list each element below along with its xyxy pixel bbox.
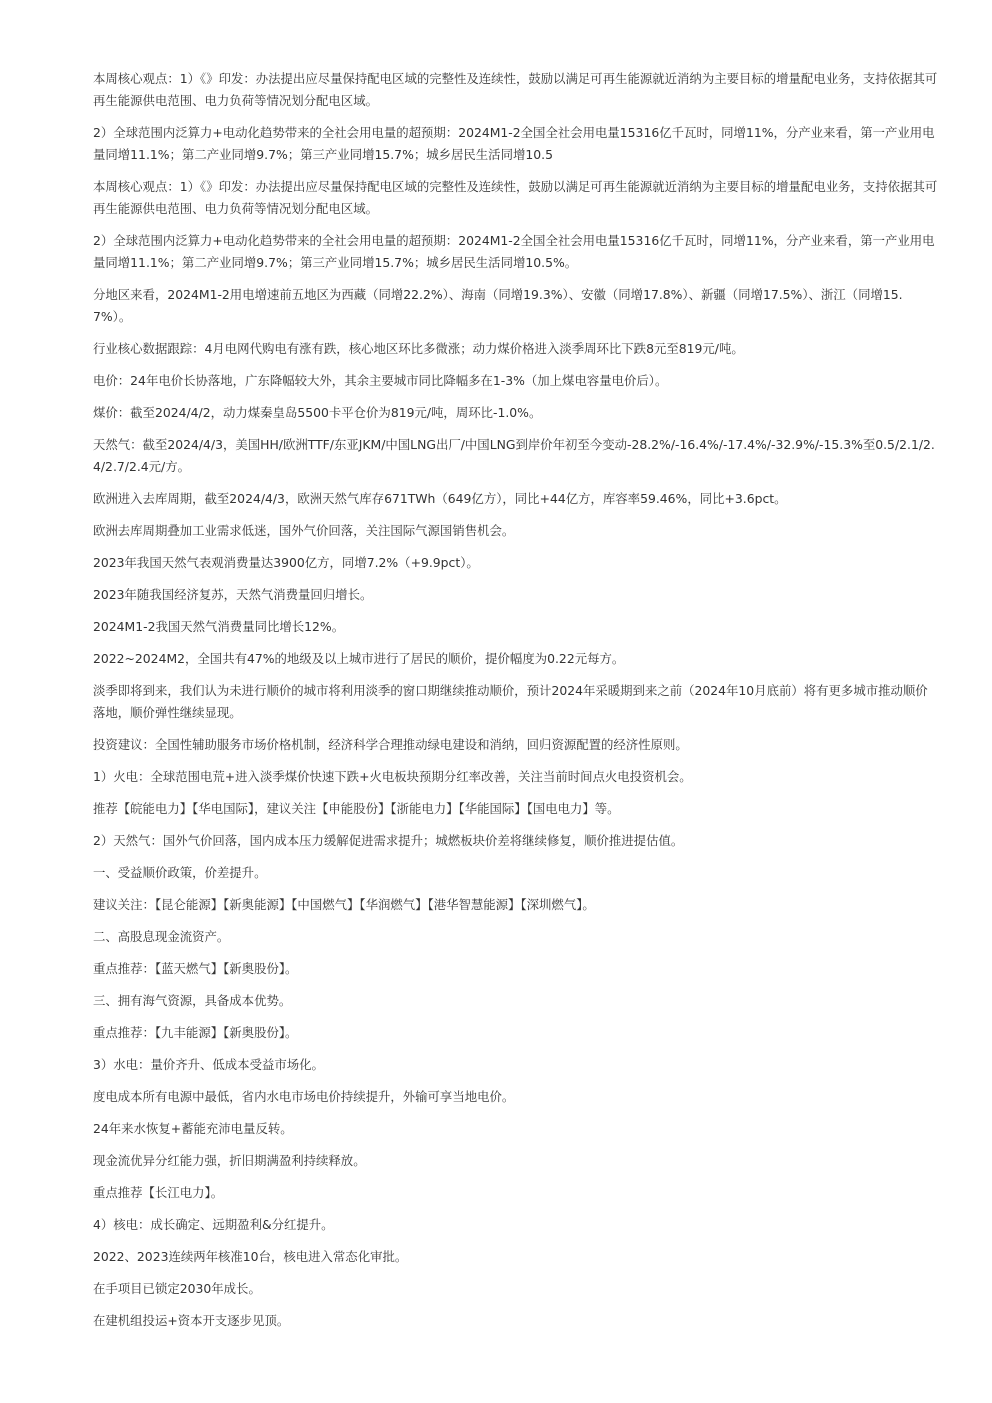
paragraph-hydro-cost: 度电成本所有电源中最低，省内水电市场电价持续提升，外输可享当地电价。	[93, 1089, 515, 1104]
paragraph-core-view-1: 本周核心观点：1）《》印发：办法提出应尽量保持配电区域的完整性及连续性，鼓励以满足可再生能源就近消纳为主要目标的增量配电业务，支持依据其可再生能源供电范围、电力负荷等情况划分配电区域。	[93, 71, 938, 108]
paragraph-industry-tracking: 行业核心数据跟踪：4月电网代购电有涨有跌，核心地区环比多微涨；动力煤价格进入淡季周环比下跌8元至819元/吨。	[93, 341, 744, 356]
paragraph-thermal-recommendations: 推荐【皖能电力】【华电国际】，建议关注【申能股份】【浙能电力】【华能国际】【国电电力】等。	[93, 801, 620, 816]
paragraph-off-season-outlook: 淡季即将到来，我们认为未进行顺价的城市将利用淡季的窗口期继续推动顺价，预计2024年采暖期到来之前（2024年10月底前）将有更多城市推动顺价落地，顺价弹性继续显现。	[93, 683, 928, 720]
paragraph-hydro-recommend: 重点推荐【长江电力】。	[93, 1185, 224, 1200]
paragraph-europe-demand: 欧洲去库周期叠加工业需求低迷，国外气价回落，关注国际气源国销售机会。	[93, 523, 515, 538]
paragraph-hydropower: 3）水电：量价齐升、低成本受益市场化。	[93, 1057, 324, 1072]
paragraph-gas-point-3: 三、拥有海气资源，具备成本优势。	[93, 993, 292, 1008]
paragraph-thermal-power: 1）火电：全球范围电荒+进入淡季煤价快速下跌+火电板块预期分红率改善，关注当前时间点火电投资机会。	[93, 769, 692, 784]
paragraph-gas-point-2: 二、高股息现金流资产。	[93, 929, 230, 944]
paragraph-nuclear-growth: 在手项目已锁定2030年成长。	[93, 1281, 261, 1296]
paragraph-gas-recommend-1: 重点推荐：【蓝天燃气】【新奥股份】。	[93, 961, 298, 976]
paragraph-power-demand-1: 2）全球范围内泛算力+电动化趋势带来的全社会用电量的超预期：2024M1-2全国全社会用电量15316亿千瓦时，同增11%，分产业来看，第一产业用电量同增11.1%；第二产业同增9.7%；第三产业同增15.7%；城乡居民生活同增10.5	[93, 125, 935, 162]
paragraph-gas-recommend-2: 重点推荐：【九丰能源】【新奥股份】。	[93, 1025, 298, 1040]
paragraph-natural-gas-sector: 2）天然气：国外气价回落，国内成本压力缓解促进需求提升；城燃板块价差将继续修复，顺价推进提估值。	[93, 833, 684, 848]
paragraph-coal-price: 煤价：截至2024/4/2，动力煤秦皇岛5500卡平仓价为819元/吨，周环比-1.0%。	[93, 405, 542, 420]
paragraph-electricity-price: 电价：24年电价长协落地，广东降幅较大外，其余主要城市同比降幅多在1-3%（加上煤电容量电价后）。	[93, 373, 668, 388]
paragraph-nuclear: 4）核电：成长确定、远期盈利&分红提升。	[93, 1217, 334, 1232]
paragraph-europe-inventory: 欧洲进入去库周期，截至2024/4/3，欧洲天然气库存671TWh（649亿方），同比+44亿方，库容率59.46%，同比+3.6pct。	[93, 491, 787, 506]
paragraph-power-demand-2: 2）全球范围内泛算力+电动化趋势带来的全社会用电量的超预期：2024M1-2全国全社会用电量15316亿千瓦时，同增11%，分产业来看，第一产业用电量同增11.1%；第二产业同增9.7%；第三产业同增15.7%；城乡居民生活同增10.5%。	[93, 233, 935, 270]
paragraph-gas-consumption-2024: 2024M1-2我国天然气消费量同比增长12%。	[93, 619, 345, 634]
paragraph-gas-consumption-2023: 2023年我国天然气表观消费量达3900亿方，同增7.2%（+9.9pct）。	[93, 555, 479, 570]
paragraph-price-pass-through: 2022~2024M2，全国共有47%的地级及以上城市进行了居民的顺价，提价幅度为0.22元每方。	[93, 651, 625, 666]
paragraph-hydro-cashflow: 现金流优异分红能力强，折旧期满盈利持续释放。	[93, 1153, 366, 1168]
paragraph-core-view-2: 本周核心观点：1）《》印发：办法提出应尽量保持配电区域的完整性及连续性，鼓励以满足可再生能源就近消纳为主要目标的增量配电业务，支持依据其可再生能源供电范围、电力负荷等情况划分配电区域。	[93, 179, 938, 216]
paragraph-gas-point-1: 一、受益顺价政策，价差提升。	[93, 865, 267, 880]
paragraph-investment-advice: 投资建议：全国性辅助服务市场价格机制，经济科学合理推动绿电建设和消纳，回归资源配置的经济性原则。	[93, 737, 688, 752]
paragraph-regional-growth: 分地区来看，2024M1-2用电增速前五地区为西藏（同增22.2%）、海南（同增19.3%）、安徽（同增17.8%）、新疆（同增17.5%）、浙江（同增15.7%）。	[93, 287, 903, 324]
paragraph-hydro-recovery: 24年来水恢复+蓄能充沛电量反转。	[93, 1121, 293, 1136]
paragraph-natural-gas-price: 天然气：截至2024/4/3，美国HH/欧洲TTF/东亚JKM/中国LNG出厂/中国LNG到岸价年初至今变动-28.2%/-16.4%/-17.4%/-32.9%/-15.3%至0.5/2.1/2.4/2.7/2.4元/方。	[93, 437, 935, 474]
paragraph-nuclear-capex: 在建机组投运+资本开支逐步见顶。	[93, 1313, 290, 1328]
paragraph-gas-recovery: 2023年随我国经济复苏，天然气消费量回归增长。	[93, 587, 373, 602]
paragraph-nuclear-approvals: 2022、2023连续两年核准10台，核电进入常态化审批。	[93, 1249, 408, 1264]
paragraph-gas-watchlist: 建议关注：【昆仑能源】【新奥能源】【中国燃气】【华润燃气】【港华智慧能源】【深圳燃气】。	[93, 897, 595, 912]
